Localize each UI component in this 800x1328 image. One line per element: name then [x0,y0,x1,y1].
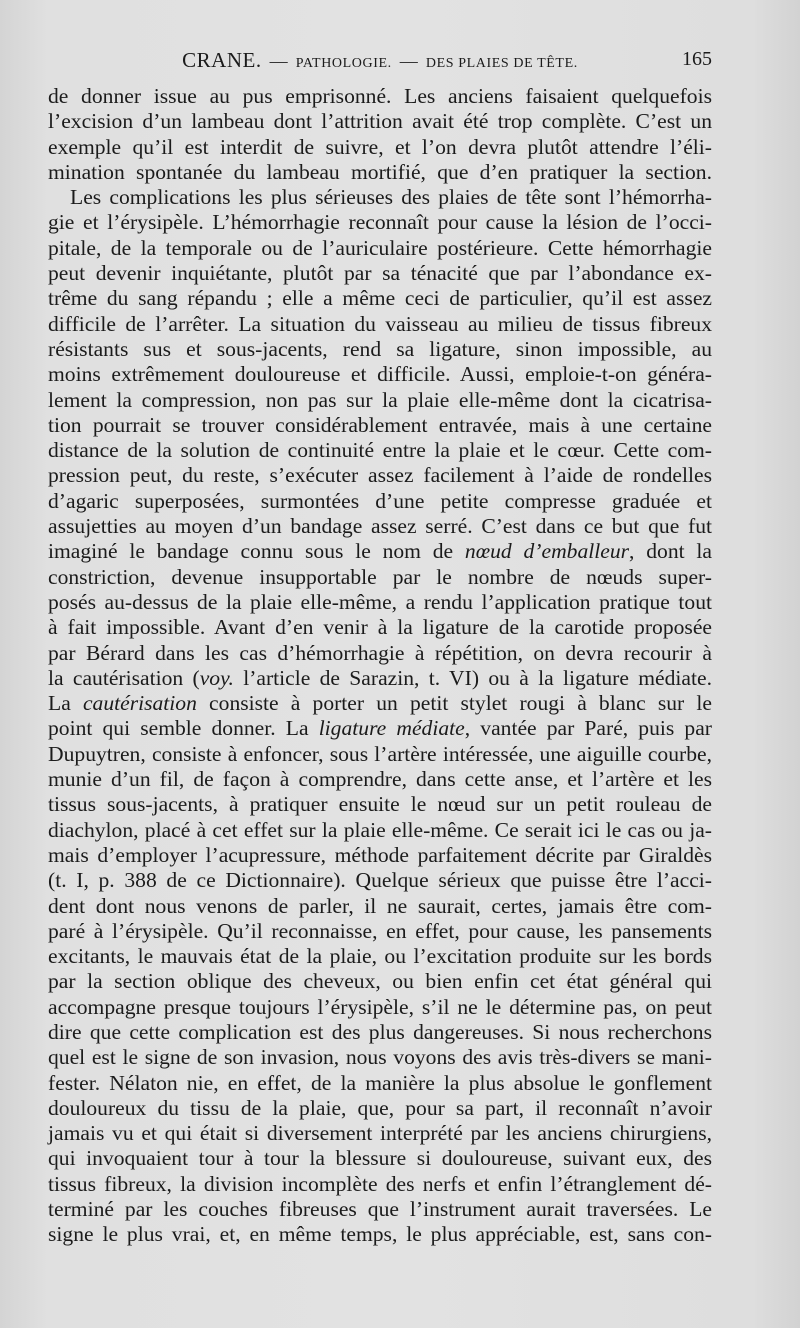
text-line: douloureux du tissu de la plaie, que, pour sa part, il reconnaît n’avoir [48,1095,712,1120]
text-line: pression peut, du reste, s’exécuter assez facilement à l’aide de rondelles [48,463,712,488]
italic-term: voy. [199,665,234,690]
text-line: par Bérard dans les cas d’hémorrhagie à répétition, on devra recourir à [48,640,712,665]
text-segment: l’article de Sarazin, t. VI) ou à la ligature médiate. [233,665,712,690]
text-line-mixed [48,691,712,716]
text-line: diachylon, placé à cet effet sur la plaie elle-même. Ce serait ici le cas ou ja- [48,817,712,842]
body-text [48,84,712,1248]
text-line: trême du sang répandu ; elle a même ceci de particulier, qu’il est assez [48,286,712,311]
header-dash-2: — [399,51,418,71]
text-line: constriction, devenue insupportable par le nombre de nœuds super- [48,564,712,589]
text-line: Dupuytren, consiste à enfoncer, sous l’artère intéressée, une aiguille courbe, [48,741,712,766]
header-subsection: DES PLAIES DE TÊTE. [425,56,578,71]
text-line: excitants, le mauvais état de la plaie, ou l’excitation produite sur les bords [48,944,712,969]
text-line: dent dont nous venons de parler, il ne saurait, certes, jamais être com- [48,893,712,918]
header-section: PATHOLOGIE. [295,56,392,71]
text-line: posés au-dessus de la plaie elle-même, a rendu l’application pratique tout [48,589,712,614]
text-line: fester. Nélaton nie, en effet, de la manière la plus absolue le gonflement [48,1070,712,1095]
text-line: tissus sous-jacents, à pratiquer ensuite le nœud sur un petit rouleau de [48,792,712,817]
text-line-mixed [48,716,712,741]
text-line: l’excision d’un lambeau dont l’attrition avait été trop complète. C’est un [48,109,712,134]
text-line: Les complications les plus sérieuses des plaies de tête sont l’hémorrha- [70,185,712,210]
italic-term: ligature médiate [318,716,465,741]
italic-term: nœud d’emballeur [464,539,630,564]
text-line: de donner issue au pus emprisonné. Les anciens faisaient quelquefois [48,84,712,108]
text-line: terminé par les couches fibreuses que l’instrument aurait traversées. Le [48,1197,712,1222]
text-line: jamais vu et qui était si diversement interprété par les anciens chirurgiens, [48,1121,712,1146]
italic-term: cautérisation [82,691,197,716]
text-line: signe le plus vrai, et, en même temps, le plus appréciable, est, sans con- [48,1222,712,1247]
text-segment: la cautérisation ( [48,665,200,690]
text-line: paré à l’érysipèle. Qu’il reconnaisse, en effet, pour cause, les pansements [48,918,712,943]
text-line: exemple qu’il est interdit de suivre, et l’on devra plutôt attendre l’éli- [48,134,712,159]
page-number: 165 [682,48,712,70]
text-line: distance de la solution de continuité entre la plaie et le cœur. Cette com- [48,438,712,463]
text-segment: consiste à porter un petit stylet rougi à blanc sur le [196,691,712,716]
text-line: munie d’un fil, de façon à comprendre, dans cette anse, et l’artère et les [48,767,712,792]
text-line: tion pourrait se trouver considérablement entravée, mais à une certaine [48,412,712,437]
text-line: lement la compression, non pas sur la plaie elle-même dont la cicatrisa- [48,387,712,412]
text-line-mixed [48,539,712,564]
text-line: (t. I, p. 388 de ce Dictionnaire). Quelque sérieux que puisse être l’acci- [48,868,712,893]
text-line: par la section oblique des cheveux, ou bien enfin cet état général qui [48,969,712,994]
text-segment: , vantée par Paré, puis par [464,716,712,741]
text-line: mais d’employer l’acupressure, méthode parfaitement décrite par Giraldès [48,842,712,867]
text-line: qui invoquaient tour à tour la blessure si douloureuse, suivant eux, des [48,1146,712,1171]
text-line: résistants sus et sous-jacents, rend sa ligature, sinon impossible, au [48,336,712,361]
text-line: mination spontanée du lambeau mortifié, que d’en pratiquer la section. [48,159,712,184]
page-header [48,48,712,74]
text-line: pitale, de la temporale ou de l’auriculaire postérieure. Cette hémorrhagie [48,235,712,260]
text-line: à fait impossible. Avant d’en venir à la ligature de la carotide proposée [48,615,712,640]
text-segment: La [48,691,83,716]
running-head [48,48,712,73]
text-segment: imaginé le bandage connu sous le nom de [48,539,465,564]
text-line: accompagne presque toujours l’érysipèle, s’il ne le détermine pas, on peut [48,994,712,1019]
text-line: assujetties au moyen d’un bandage assez serré. C’est dans ce but que fut [48,514,712,539]
text-line: peut devenir inquiétante, plutôt par sa ténacité que par l’abondance ex- [48,261,712,286]
text-line: d’agaric superposées, surmontées d’une petite compresse graduée et [48,488,712,513]
text-line: quel est le signe de son invasion, nous voyons des avis très-divers se mani- [48,1045,712,1070]
text-segment: point qui semble donner. La [48,716,319,741]
header-dash-1: — [269,51,288,71]
text-line-mixed [48,666,712,691]
text-line: difficile de l’arrêter. La situation du vaisseau au milieu de tissus fibreux [48,311,712,336]
text-line: tissus fibreux, la division incomplète des nerfs et enfin l’étranglement dé- [48,1171,712,1196]
text-line: gie et l’érysipèle. L’hémorrhagie reconnaît pour cause la lésion de l’occi- [48,210,712,235]
text-segment: , dont la [629,539,712,564]
text-line: dire que cette complication est des plus dangereuses. Si nous recherchons [48,1019,712,1044]
header-title: CRANE. [182,48,262,72]
text-line: moins extrêmement douloureuse et difficile. Aussi, emploie-t-on généra- [48,362,712,387]
